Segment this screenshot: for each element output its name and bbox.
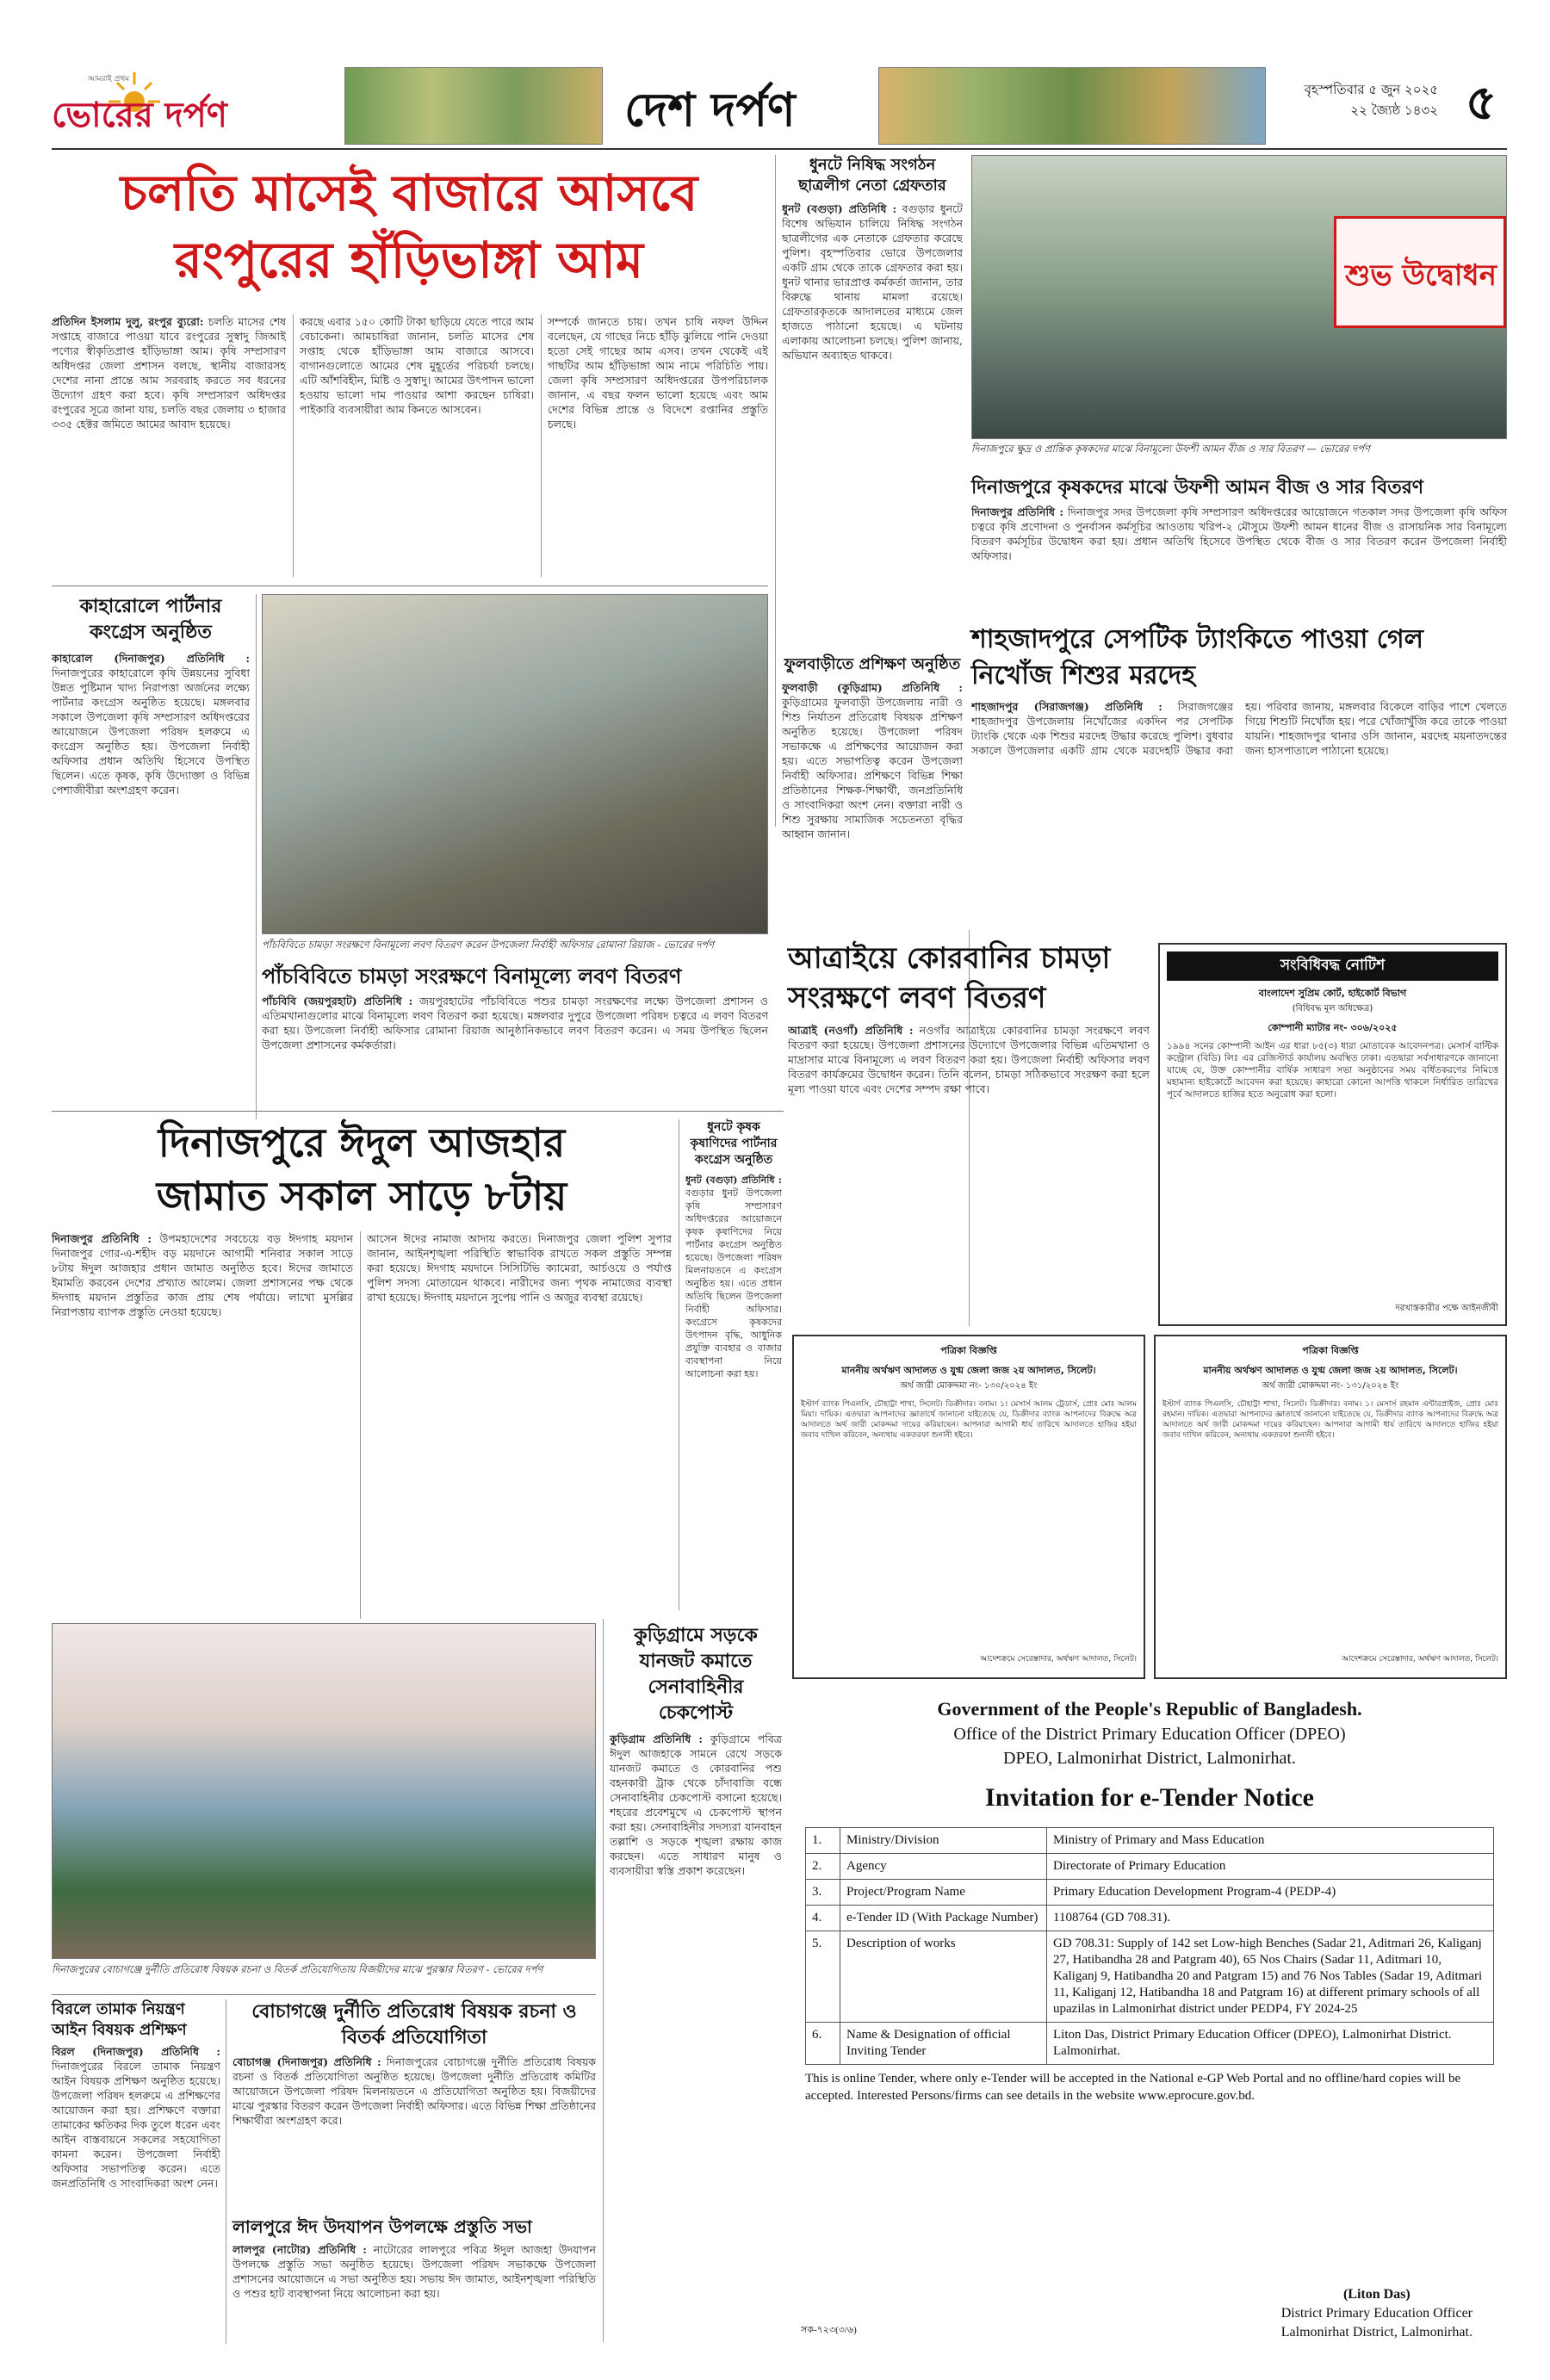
banner-sign-text: শুভ উদ্বোধন (1345, 258, 1497, 293)
court-notice-2-footer: আদেশক্রমে সেরেস্তাদার, অর্থঋণ আদালত, সিলেট। (1342, 1655, 1498, 1664)
fulbari-text: কুড়িগ্রামের ফুলবাড়ী উপজেলায় নারী ও শিশু নির্যাতন প্রতিরোধ বিষয়ক প্রশিক্ষণ অনুষ্ঠিত হয়েছে। উপজেলা পরিষদ সভাকক্ষে এ প্রশিক্ষণের আয়োজন করা হয়। এতে সভাপতিত্ব করেন উপজেলা নির্বাহী অফিসার। প্রশিক্ষণে বিভিন্ন শিক্ষা প্রতিষ্ঠানের শিক্ষক-শিক্ষার্থী, জনপ্রতিনিধি ও সাংবাদিকরা অংশ নেন। বক্তারা নারী ও শিশু সুরক্ষায় সামাজিক সচেতনতা বৃদ্ধির আহ্বান জানান। (782, 696, 963, 840)
tender-row (806, 1931, 1494, 2023)
legal-notice-body: ১৯৯৪ সনের কোম্পানী আইন এর ধারা ৮৫(৩) ধারা মোতাবেক আবেদনপত্র। মেসার্স বাল্টিক কন্ট্রোল (বিডি) লিঃ এর রেজিস্টার্ড কার্যালয় অবস্থিত ঢাকা। এতদ্বারা সর্বসাধারণকে জানানো যাচ্ছে যে, উক্ত কোম্পানীর বার্ষিক সাধারণ সভা অনুষ্ঠানের সময় বর্ধিতকরণের নিমিত্তে মহামান্য হাইকোর্টে আবেদন করা হয়েছে। কাহারো কোনো আপত্তি থাকলে নির্ধারিত তারিখের পূর্বে আদালতে হাজির হতে অনুরোধ করা হলো। (1167, 1041, 1498, 1100)
kurigram-text: কুড়িগ্রামে পবিত্র ঈদুল আজহাকে সামনে রেখে সড়কে যানজট কমাতে ও কোরবানির পশু বহনকারী ট্রাক থেকে চাঁদাবাজি বন্ধে সেনাবাহিনীর চেকপোস্ট বসানো হয়েছে। শহরের প্রবেশমুখে এ চেকপোস্ট স্থাপন করা হয়। সেনাবাহিনীর সদস্যরা যানবাহন তল্লাশি ও সড়কে শৃঙ্খলা রক্ষায় কাজ করছেন। এতে সাধারণ মানুষ ও ব্যবসায়ীরা স্বস্তি প্রকাশ করেছেন। (610, 1732, 782, 1877)
mid-photo-caption: পাঁচবিবিতে চামড়া সংরক্ষণে বিনামূল্যে লবণ বিতরণ করেন উপজেলা নির্বাহী অফিসার রোমানা রিয়াজ - ভোরের দর্পণ (262, 939, 715, 951)
article-panchbibi (262, 963, 768, 1123)
masthead-banner-left (344, 67, 603, 145)
tender-row (806, 1854, 1494, 1880)
atrai-headline: আত্রাইয়ে কোরবানির চামড়া সংরক্ষণে লবণ বিতরণ (788, 941, 1111, 1015)
dinajpur-eid-col-1 (52, 1231, 353, 1619)
panchbibi-byline: পাঁচবিবি (জয়পুরহাট) প্রতিনিধি : (262, 995, 413, 1007)
tender-row-value: 1108764 (GD 708.31). (1047, 1906, 1494, 1931)
bochaganj-byline: বোচাগঞ্জ (দিনাজপুর) প্রতিনিধি : (232, 2055, 381, 2068)
shahjadpur-headline: শাহজাদপুরে সেপটিক ট্যাংকিতে পাওয়া গেল নিখোঁজ শিশুর মরদেহ (971, 624, 1423, 691)
rule (52, 1111, 784, 1112)
tender-ref: সক-৭২৩(৩/৬) (801, 2325, 857, 2335)
rule (256, 594, 257, 1119)
tender-row-no: 2. (806, 1854, 840, 1880)
article-chhatraleague (782, 155, 963, 666)
tender-row (806, 1880, 1494, 1906)
kurigram-body (610, 1732, 782, 2300)
tender-row-no: 4. (806, 1906, 840, 1931)
tender-table (805, 1827, 1494, 2065)
lead-body-1: চলতি মাসের শেষ সপ্তাহে বাজারে পাওয়া যাবে রংপুরের সুস্বাদু জিআই পণ্যের স্বীকৃতিপ্রাপ্ত হাঁড়িভাঙ্গা আম। কৃষি সম্প্রসারণ অধিদপ্তর জেলা প্রশাসন বলছে, স্থানীয় বাজারসহ দেশের নানা প্রান্তে আম সরবরাহ করতে সব ধরনের উদ্যোগ গ্রহণ করা হবে। কৃষি সম্প্রসারণ অধিদপ্তর রংপুরের সূত্রে জানা যায়, চলতি বছর জেলায় ৩ হাজার ৩৩৫ হেক্টর জমিতে আমের আবাদ হয়েছে। (52, 315, 286, 431)
court-notice-1-body: ইস্টার্ণ ব্যাংক পিএলসি, চৌহাট্টা শাখা, সিলেট। ডিক্রীদার। বনাম। ১। মেসার্স আলম ট্রেডার্স, প্রোঃ মোঃ আলম মিয়া। দায়িক। এতদ্বারা আপনাদের জ্ঞাতার্থে জানানো যাইতেছে যে, ডিক্রীদার ব্যাংক আপনাদের বিরুদ্ধে অত্র আদালতে অর্থ জারী মোকদ্দমা দায়ের করিয়াছেন। আপনারা আগামী ধার্য তারিখে আদালতে হাজির হইয়া জবাব দাখিল করিবেন, অন্যথায় একতরফা শুনানী হইবে। (801, 1400, 1137, 1440)
court-notice-1-footer: আদেশক্রমে সেরেস্তাদার, অর্থঋণ আদালত, সিলেট। (980, 1655, 1137, 1664)
tender-row-value: Directorate of Primary Education (1047, 1854, 1494, 1880)
rule (541, 314, 542, 577)
rule (603, 1619, 604, 2342)
tender-row-value: GD 708.31: Supply of 142 set Low-high Benches (Sadar 21, Aditmari 26, Kaliganj 27, Hatibandha 28 and Patgram 40), 65 Nos Chairs (Sadar 11, Aditmari 10, Kaliganj 9, Hatibandha 20 and Patgram 15) and 76 Nos Tables (Sadar 19, Aditmari 11, Kaliganj 12, Hatibandha 18 and Patgram 16) at different primary schools of all upazilas in Lalmonirhat district under PEDP4, FY 2024-25 (1047, 1931, 1494, 2023)
kaharol-text: দিনাজপুরের কাহারোলে কৃষি উন্নয়নের সুবিধা উন্নত পুষ্টিমান খাদ্য নিরাপত্তা অর্জনের লক্ষ্যে পার্টনার কংগ্রেস অনুষ্ঠিত হয়েছে। মঙ্গলবার সকালে উপজেলা কৃষি সম্প্রসারণ অধিদপ্তরের আয়োজনে উপজেলা পরিষদ হলরুমে এ কংগ্রেস অনুষ্ঠিত হয়। উপজেলা নির্বাহী অফিসার প্রধান অতিথি হিসেবে উপস্থিত ছিলেন। এতে কৃষক, কৃষি উদ্যোক্তা ও বিভিন্ন পেশাজীবীরা অংশগ্রহণ করেন। (52, 666, 250, 796)
dinajpur-eid-headline-line2: জামাত সকাল সাড়ে ৮টায় (156, 1173, 567, 1219)
tender-notice (792, 1688, 1507, 2351)
tender-row-label: Ministry/Division (840, 1828, 1047, 1854)
birol-body (52, 2044, 220, 2337)
birol-byline: বিরল (দিনাজপুর) প্রতিনিধি : (52, 2045, 220, 2058)
bottom-photo (52, 1623, 596, 1959)
tender-row-value: Primary Education Development Program-4 (PEDP-4) (1047, 1880, 1494, 1906)
chhatraleague-body (782, 201, 963, 666)
lalpur-byline: লালপুর (নাটোর) প্রতিনিধি : (232, 2243, 367, 2256)
court-notice-2 (1154, 1335, 1507, 1679)
article-lalpur (232, 2215, 596, 2346)
masthead-banner-right (878, 67, 1266, 145)
dinajpur-eid-col-2: আসেন ঈদের নামাজ আদায় করতে। দিনাজপুর জেলা পুলিশ সুপার জানান, আইনশৃঙ্খলা পরিস্থিতি স্বাভাবিক রাখতে সকল প্রস্তুতি সম্পন্ন করা হয়েছে। ঈদগাহ ময়দানে সিসিটিভি ক্যামেরা, আর্চওয়ে ও পর্যাপ্ত পুলিশ সদস্য মোতায়েন থাকবে। নারীদের জন্য পৃথক নামাজের ব্যবস্থা রাখা হয়েছে। ঈদগাহ ময়দানে সুপেয় পানি ও অজুর ব্যবস্থা রয়েছে। (367, 1232, 672, 1304)
dinajpur-eid-text-1: উপমহাদেশের সবচেয়ে বড় ঈদগাহ ময়দান দিনাজপুর গোর-এ-শহীদ বড় ময়দানে আগামী শনিবার সকাল সাড়ে ৮টায় ঈদুল আজহার প্রধান জামাত অনুষ্ঠিত হবে। ঈদের জামাতে ইমামতি করবেন দেশের প্রখ্যাত আলেম। জেলা প্রশাসনের পক্ষ থেকে ঈদগাহ ময়দান প্রস্তুতির কাজ প্রায় শেষ পর্যায়ে। লাখো মুসল্লির নিরাপত্তায় ব্যাপক প্রস্তুতি নেওয়া হয়েছে। (52, 1232, 353, 1318)
tender-row-no: 5. (806, 1931, 840, 2023)
date-line1: বৃহস্পতিবার ৫ জুন ২০২৫ (1304, 82, 1438, 97)
page-number: ৫ (1465, 75, 1497, 131)
masthead-logo (52, 67, 336, 145)
dinajpur-eid-byline: দিনাজপুর প্রতিনিধি : (52, 1232, 152, 1245)
court-notice-1-title: পত্রিকা বিজ্ঞপ্তি (940, 1345, 997, 1356)
bochaganj-headline: বোচাগঞ্জে দুর্নীতি প্রতিরোধ বিষয়ক রচনা ও বিতর্ক প্রতিযোগিতা (251, 2001, 577, 2048)
shahjadpur-body (971, 699, 1507, 906)
court-notice-1 (792, 1335, 1145, 1679)
birol-text: দিনাজপুরের বিরলে তামাক নিয়ন্ত্রণ আইন বিষয়ক প্রশিক্ষণ অনুষ্ঠিত হয়েছে। উপজেলা পরিষদ হলরুমে এ প্রশিক্ষণের আয়োজন করা হয়। প্রশিক্ষণে বক্তারা তামাকের ক্ষতিকর দিক তুলে ধরেন এবং আইন বাস্তবায়নে সকলের সহযোগিতা কামনা করেন। উপজেলা নির্বাহী অফিসার সভাপতিত্ব করেন। এতে জনপ্রতিনিধি ও সাংবাদিকরা অংশ নেন। (52, 2060, 220, 2190)
dhunat-partner-headline: ধুনটে কৃষক কৃষাণিদের পার্টনার কংগ্রেস অনুষ্ঠিত (690, 1120, 778, 1167)
lead-col-3: সম্পর্কে জানতে চায়। তখন চাষি নফল উদ্দিন বলেছেন, যে গাছের নিচে হাঁড়ি ঝুলিয়ে পানি দেওয়া হতো সেই গাছের আম এসব। তখন থেকেই এই গাছটির আম হাঁড়িভাঙ্গা আম নামে পরিচিতি পায়। জেলা কৃষি সম্প্রসারণ অধিদপ্তরের উপপরিচালক জানান, এ বছর ফলন ভালো হয়েছে এবং আম দেশের বিভিন্ন প্রান্তে ও বিদেশে রপ্তানির প্রস্তুতি চলছে। (548, 315, 768, 431)
tender-row-no: 6. (806, 2023, 840, 2065)
article-atrai (788, 939, 1150, 1238)
kurigram-byline: কুড়িগ্রাম প্রতিনিধি : (610, 1732, 704, 1745)
legal-notice-footer: দরখাস্তকারীর পক্ষে আইনজীবী (1395, 1304, 1498, 1313)
top-photo-caption: দিনাজপুরে ক্ষুদ্র ও প্রান্তিক কৃষকদের মাঝে বিনামূল্যে উফশী আমন বীজ ও সার বিতরণ — ভোরের দর্পণ (971, 443, 1370, 455)
tender-row (806, 2023, 1494, 2065)
tender-signature-name: (Liton Das) (1342, 2287, 1410, 2302)
legal-notice-court: বাংলাদেশ সুপ্রিম কোর্ট, হাইকোর্ট বিভাগ (1258, 988, 1407, 999)
logo-tagline: আমরাই প্রথম (88, 75, 130, 84)
shahjadpur-byline: শাহজাদপুর (সিরাজগঞ্জ) প্রতিনিধি : (971, 700, 1162, 713)
rule (775, 155, 776, 827)
tender-signature-title: District Primary Education Officer (1280, 2306, 1472, 2321)
lalpur-body (232, 2242, 596, 2346)
tender-signature (1281, 2285, 1472, 2342)
legal-notice-case: কোম্পানী ম্যাটার নং- ৩০৬/২০২৫ (1268, 1022, 1398, 1033)
dhunat-partner-text: বগুড়ার ধুনট উপজেলা কৃষি সম্প্রসারণ অধিদপ্তরের আয়োজনে কৃষক কৃষাণিদের নিয়ে পার্টনার কংগ্রেস অনুষ্ঠিত হয়েছে। উপজেলা পরিষদ মিলনায়তনে এ কংগ্রেস অনুষ্ঠিত হয়। এতে প্রধান অতিথি ছিলেন উপজেলা নির্বাহী অফিসার। কংগ্রেসে কৃষকদের উৎপাদন বৃদ্ধি, আধুনিক প্রযুক্তি ব্যবহার ও বাজার ব্যবস্থাপনা নিয়ে আলোচনা করা হয়। (685, 1187, 782, 1379)
panchbibi-body (262, 994, 768, 1123)
kaharol-byline: কাহারোল (দিনাজপুর) প্রতিনিধি : (52, 652, 250, 665)
dhunat-partner-body (685, 1174, 782, 1587)
tender-title: Invitation for e-Tender Notice (985, 1783, 1314, 1812)
atrai-text: নওগাঁর আত্রাইয়ে কোরবানির চামড়া সংরক্ষণে লবণ বিতরণ করা হয়েছে। উপজেলা প্রশাসনের উদ্যোগে উপজেলার বিভিন্ন এতিমখানা ও মাদ্রাসার মাঝে বিনামূল্যে এ লবণ বিতরণ করা হয়। উপজেলা নির্বাহী অফিসার লবণ বিতরণ কার্যক্রমের উদ্বোধন করেন। তিনি বলেন, চামড়া সঠিকভাবে সংরক্ষণ করা হলে মূল্য পাওয়া যাবে এবং দেশের সম্পদ রক্ষা পাবে। (788, 1024, 1150, 1095)
lead-col-2: করছে এবার ১৫০ কোটি টাকা ছাড়িয়ে যেতে পারে আম বেচাকেনা। আমচাষিরা জানান, চলতি মাসের শেষ সপ্তাহ থেকে হাঁড়িভাঙ্গা আম বাজারে আসবে। বাগানগুলোতে আমের শেষ মুহূর্তের পরিচর্যা চলছে। এটি আঁশবিহীন, মিষ্টি ও সুস্বাদু। আমের উৎপাদন ভালো হওয়ায় ভালো দাম পাওয়ার আশা করছেন চাষিরা। পাইকারি ব্যবসায়ীরা আম কিনতে আসবেন। (300, 315, 534, 416)
chhatraleague-headline: ধুনটে নিষিদ্ধ সংগঠন ছাত্রলীগ নেতা গ্রেফতার (798, 156, 946, 195)
masthead (52, 67, 1507, 150)
tender-row-no: 1. (806, 1828, 840, 1854)
kaharol-headline: কাহারোলে পার্টনার কংগ্রেস অনুষ্ঠিত (79, 596, 222, 643)
tender-row-label: Name & Designation of official Inviting Tender (840, 2023, 1047, 2065)
rule (360, 1231, 361, 1619)
dhunat-partner-byline: ধুনট (বগুড়া) প্রতিনিধি : (685, 1175, 782, 1186)
tender-row (806, 1828, 1494, 1854)
court-notice-2-court: মাননীয় অর্থঋণ আদালত ও যুগ্ম জেলা জজ ২য় আদালত, সিলেট। (1203, 1365, 1458, 1376)
panchbibi-headline: পাঁচবিবিতে চামড়া সংরক্ষণে বিনামূল্যে লবণ বিতরণ (262, 964, 682, 989)
article-shahjadpur (971, 622, 1507, 906)
lead-headline-line2: রংপুরের হাঁড়িভাঙ্গা আম (174, 231, 644, 289)
article-kurigram (610, 1623, 782, 2300)
tender-note: This is online Tender, where only e-Tender will be accepted in the National e-GP Web Portal and no offline/hard copies will be accepted. Interested Persons/firms can see details in the website www.eprocure.gov.bd. (805, 2072, 1461, 2103)
logo-text: ভোরের দর্পণ (52, 96, 227, 135)
chhatraleague-byline: ধুনট (বগুড়া) প্রতিনিধি : (782, 202, 897, 215)
tender-row-label: Description of works (840, 1931, 1047, 2023)
article-bochaganj (232, 1999, 596, 2201)
chhatraleague-text: বগুড়ার ধুনটে বিশেষ অভিযান চালিয়ে নিষিদ্ধ সংগঠন ছাত্রলীগের এক নেতাকে গ্রেফতার করেছে পুলিশ। বৃহস্পতিবার ভোরে উপজেলার একটি গ্রাম থেকে তাকে গ্রেফতার করা হয়। ধুনট থানার ভারপ্রাপ্ত কর্মকর্তা জানান, তার বিরুদ্ধে থানায় মামলা রয়েছে। গ্রেফতারকৃতকে আদালতের মাধ্যমে জেল হাজতে পাঠানো হয়েছে। এ ঘটনায় এলাকায় আলোচনা চলছে। পুলিশ জানায়, অভিযান অব্যাহত থাকবে। (782, 202, 963, 362)
panchbibi-text: জয়পুরহাটের পাঁচবিবিতে পশুর চামড়া সংরক্ষণের লক্ষ্যে উপজেলা প্রশাসন ও এতিমখানাগুলোর মাঝে বিনামূল্যে লবণ বিতরণ করা হয়েছে। মঙ্গলবার দুপুরে উপজেলা পরিষদ চত্বরে এ লবণ বিতরণ করা হয়। উপজেলা নির্বাহী অফিসার রোমানা রিয়াজ আনুষ্ঠানিকভাবে লবণ বিতরণ করেন। এ সময় উপস্থিত ছিলেন উপজেলা প্রশাসনের কর্মকর্তারা। (262, 995, 768, 1051)
shahjadpur-text: সিরাজগঞ্জের শাহজাদপুর উপজেলায় নিখোঁজের একদিন পর সেপটিক ট্যাংকি থেকে এক শিশুর মরদেহ উদ্ধার করেছে পুলিশ। বুধবার সকালে উপজেলার একটি গ্রাম থেকে মরদেহটি উদ্ধার করা হয়। পরিবার জানায়, মঙ্গলবার বিকেলে বাড়ির পাশে খেলতে গিয়ে শিশুটি নিখোঁজ হয়। পরে খোঁজাখুঁজি করে তাকে পাওয়া যায়নি। শাহজাদপুর থানার ওসি জানান, মরদেহ ময়নাতদন্তের জন্য হাসপাতালে পাঠানো হয়েছে। (971, 700, 1507, 757)
bochaganj-text: দিনাজপুরের বোচাগঞ্জে দুর্নীতি প্রতিরোধ বিষয়ক রচনা ও বিতর্ক প্রতিযোগিতা অনুষ্ঠিত হয়েছে। উপজেলা দুর্নীতি প্রতিরোধ কমিটির আয়োজনে উপজেলা পরিষদ মিলনায়তনে এ প্রতিযোগিতা অনুষ্ঠিত হয়। বিজয়ীদের মাঝে পুরস্কার বিতরণ করেন উপজেলা নির্বাহী অফিসার। এতে বিভিন্ন শিক্ষা প্রতিষ্ঠানের শিক্ষার্থীরা অংশগ্রহণ করে। (232, 2055, 596, 2127)
mid-photo (262, 594, 768, 934)
court-notice-2-body: ইস্টার্ণ ব্যাংক পিএলসি, চৌহাট্টা শাখা, সিলেট। ডিক্রীদার। বনাম। ১। মেসার্স রহমান এন্টারপ্রাইজ, প্রোঃ মোঃ রহমান। দায়িক। এতদ্বারা আপনাদের জ্ঞাতার্থে জানানো যাইতেছে যে, ডিক্রীদার ব্যাংক আপনাদের বিরুদ্ধে অত্র আদালতে অর্থ জারী মোকদ্দমা দায়ের করিয়াছেন। আপনারা আগামী ধার্য তারিখে আদালতে হাজির হইয়া জবাব দাখিল করিবেন, অন্যথায় একতরফা শুনানী হইবে। (1162, 1400, 1498, 1440)
lead-headline (52, 159, 766, 294)
lalpur-text: নাটোরের লালপুরে পবিত্র ঈদুল আজহা উদযাপন উপলক্ষে প্রস্তুতি সভা অনুষ্ঠিত হয়েছে। উপজেলা পরিষদ সভাকক্ষে উপজেলা প্রশাসনের আয়োজনে এ সভা অনুষ্ঠিত হয়। সভায় ঈদ জামাত, আইনশৃঙ্খলা পরিস্থিতি ও পশুর হাট ব্যবস্থাপনা নিয়ে আলোচনা করা হয়। (232, 2243, 596, 2300)
court-notice-2-case: অর্থ জারী মোকদ্দমা নং- ১৩১/২০২৪ ইং (1262, 1381, 1399, 1391)
section-title: দেশ দর্পণ (624, 83, 796, 137)
amon-text: দিনাজপুর সদর উপজেলা কৃষি সম্প্রসারণ অধিদপ্তরের আয়োজনে গতকাল সদর উপজেলা কৃষি অফিস চত্বরে কৃষি প্রণোদনা ও পুনর্বাসন কর্মসূচির আওতায় খরিপ-২ মৌসুমে উফশী আমন ধানের বীজ ও রাসায়নিক সার বিনামূল্যে বিতরণ কর্মসূচির উদ্বোধন করা হয়। প্রধান অতিথি হিসেবে উপস্থিত থেকে বীজ ও সার বিতরণ করেন উপজেলা নির্বাহী অফিসার। (971, 505, 1507, 562)
tender-row-label: e-Tender ID (With Package Number) (840, 1906, 1047, 1931)
amon-byline: দিনাজপুর প্রতিনিধি : (971, 505, 1063, 518)
tender-gov-line: Government of the People's Republic of Bangladesh. (937, 1698, 1362, 1720)
masthead-rule (52, 148, 1507, 150)
amon-headline: দিনাজপুরে কৃষকদের মাঝে উফশী আমন বীজ ও সার বিতরণ (971, 477, 1424, 499)
atrai-byline: আত্রাই (নওগাঁ) প্রতিনিধি : (788, 1024, 914, 1037)
tender-row-label: Agency (840, 1854, 1047, 1880)
legal-notice (1158, 943, 1507, 1326)
dinajpur-eid-headline (52, 1116, 672, 1223)
bochaganj-body (232, 2055, 596, 2201)
article-dhunat-partner (685, 1119, 782, 1587)
court-notice-1-court: মাননীয় অর্থঋণ আদালত ও যুগ্ম জেলা জজ ২য় আদালত, সিলেট। (841, 1365, 1096, 1376)
legal-notice-title: সংবিধিবদ্ধ নোটিশ (1167, 951, 1498, 981)
top-photo (971, 155, 1507, 439)
court-notice-2-title: পত্রিকা বিজ্ঞপ্তি (1302, 1345, 1359, 1356)
rule (52, 1994, 596, 1995)
bottom-photo-caption: দিনাজপুরের বোচাগঞ্জে দুর্নীতি প্রতিরোধ বিষয়ক রচনা ও বিতর্ক প্রতিযোগিতায় বিজয়ীদের মাঝে পুরস্কার বিতরণ - ভোরের দর্পণ (52, 1963, 543, 1975)
tender-office-line: Office of the District Primary Education Officer (DPEO) (953, 1725, 1346, 1744)
tender-row-no: 3. (806, 1880, 840, 1906)
tender-row (806, 1906, 1494, 1931)
fulbari-headline: ফুলবাড়ীতে প্রশিক্ষণ অনুষ্ঠিত (784, 655, 961, 673)
tender-row-label: Project/Program Name (840, 1880, 1047, 1906)
legal-notice-subtitle: (বিধিবদ্ধ মূল অধিক্ষেত্র) (1292, 1004, 1373, 1013)
lead-col-1 (52, 314, 286, 577)
atrai-body (788, 1023, 1150, 1238)
tender-district-line: DPEO, Lalmonirhat District, Lalmonirhat. (1003, 1749, 1296, 1768)
court-notice-1-case: অর্থ জারী মোকদ্দমা নং- ১৩০/২০২৪ ইং (900, 1381, 1038, 1391)
date-line2: ২২ জ্যৈষ্ঠ ১৪৩২ (1350, 102, 1438, 118)
article-birol (52, 1999, 220, 2337)
tender-row-value: Liton Das, District Primary Education Officer (DPEO), Lalmonirhat District. Lalmonirhat. (1047, 2023, 1494, 2065)
kurigram-headline: কুড়িগ্রামে সড়কে যানজট কমাতে সেনাবাহিনীর চেকপোস্ট (634, 1625, 758, 1724)
amon-body (971, 505, 1507, 634)
lead-byline: প্রতিদিন ইসলাম দুলু, রংপুর ব্যুরো: (52, 315, 204, 328)
rule (293, 314, 294, 577)
birol-headline: বিরলে তামাক নিয়ন্ত্রণ আইন বিষয়ক প্রশিক্ষণ (52, 2000, 187, 2039)
lalpur-headline: লালপুরে ঈদ উদযাপন উপলক্ষে প্রস্তুতি সভা (232, 2216, 532, 2237)
tender-row-value: Ministry of Primary and Mass Education (1047, 1828, 1494, 1854)
fulbari-byline: ফুলবাড়ী (কুড়িগ্রাম) প্রতিনিধি : (782, 681, 963, 694)
lead-headline-line1: চলতি মাসেই বাজারে আসবে (120, 164, 698, 222)
dinajpur-eid-headline-line1: দিনাজপুরে ঈদুল আজহার (158, 1119, 566, 1166)
article-dinajpur-eid (52, 1116, 672, 1223)
issue-date (1292, 79, 1438, 121)
article-amon (971, 475, 1507, 634)
banner-sign (1334, 216, 1506, 328)
tender-signature-place: Lalmonirhat District, Lalmonirhat. (1280, 2325, 1472, 2340)
